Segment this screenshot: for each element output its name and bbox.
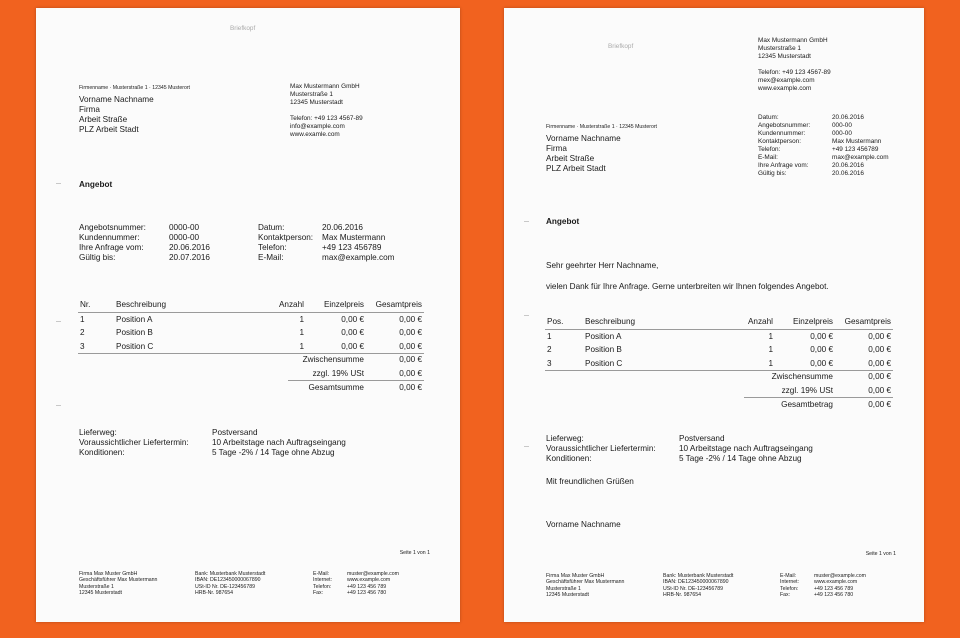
info-value: 000-00 <box>832 122 852 129</box>
footer-line: Firma Max Muster GmbH <box>546 573 605 579</box>
cell-unit-price: 0,00 € <box>306 340 366 354</box>
info-value: 20.06.2016 <box>832 114 864 121</box>
subtotal-row <box>744 370 893 384</box>
footer-line: HRB-Nr. 987654 <box>663 592 702 599</box>
sender-email: mex@example.com <box>758 77 815 84</box>
cell-unit-price: 0,00 € <box>810 345 833 354</box>
cell-nr: 2 <box>80 328 85 337</box>
sender-street: Musterstraße 1 <box>290 91 333 98</box>
cell-quantity: 1 <box>768 345 773 354</box>
total-label: zzgl. 19% USt <box>781 385 833 395</box>
info-value: max@example.com <box>322 253 395 262</box>
total-label: Gesamtbetrag <box>744 398 835 412</box>
recipient-line: Arbeit Straße <box>546 154 595 163</box>
recipient-address <box>546 134 621 174</box>
info-value: 20.06.2016 <box>832 170 864 177</box>
info-label: Angebotsnummer: <box>79 223 146 232</box>
fold-mark <box>524 221 529 222</box>
recipient-line: Vorname Nachname <box>546 134 621 143</box>
table-header-row <box>545 315 893 329</box>
cell-quantity: 1 <box>234 340 306 354</box>
document-subject: Angebot <box>79 180 113 189</box>
footer-line: Bank: Musterbank Musterstadt <box>663 573 734 579</box>
term-value: Postversand <box>679 434 725 443</box>
document-page-2 <box>504 8 924 622</box>
sender-address <box>758 37 831 93</box>
subtotal-row <box>288 353 424 367</box>
info-value: 0000-00 <box>169 233 200 242</box>
footer-line: Firma Max Muster GmbH <box>79 571 138 577</box>
cell-unit-price: 0,00 € <box>775 357 835 371</box>
items-table <box>78 298 424 354</box>
term-label: Konditionen: <box>546 454 592 463</box>
fold-mark <box>56 183 61 184</box>
cell-unit-price: 0,00 € <box>810 331 833 341</box>
footer-label: Telefon: <box>780 585 799 592</box>
info-label: Telefon: <box>758 146 781 153</box>
footer-line: Bank: Musterbank Musterstadt <box>195 571 266 577</box>
sender-email: info@example.com <box>290 123 345 130</box>
footer-label: E-Mail: <box>313 571 330 577</box>
footer-line: 12345 Musterstadt <box>546 592 589 599</box>
footer-bank <box>663 573 733 599</box>
footer-line: IBAN: DE123450000067890 <box>663 579 729 586</box>
cell-pos: 2 <box>547 345 552 354</box>
totals-table <box>744 370 893 412</box>
cell-total-price: 0,00 € <box>868 345 891 354</box>
footer-value: +49 123 456 789 <box>347 583 387 590</box>
cell-total-price: 0,00 € <box>399 328 422 337</box>
total-label: Zwischensumme <box>302 355 364 364</box>
vat-row <box>744 384 893 398</box>
cell-quantity: 1 <box>768 331 773 341</box>
sender-phone: Telefon: +49 123 4567-89 <box>290 115 363 122</box>
cell-description: Position B <box>116 328 153 337</box>
total-value: 0,00 € <box>835 398 893 412</box>
term-value: 5 Tage -2% / 14 Tage ohne Abzug <box>212 448 335 457</box>
totals-table <box>288 353 424 395</box>
sender-web: www.example.com <box>758 85 812 92</box>
term-label: Voraussichtlicher Liefertermin: <box>546 444 656 453</box>
cell-total-price: 0,00 € <box>835 357 893 371</box>
footer-label: E-Mail: <box>780 573 797 579</box>
info-label: Ihre Anfrage vom: <box>758 162 809 169</box>
recipient-line: Firma <box>546 144 567 153</box>
cell-description: Position A <box>116 314 153 324</box>
column-header: Gesamtpreis <box>366 298 424 312</box>
total-label: Gesamtsumme <box>288 381 366 395</box>
info-value: Max Mustermann <box>832 138 882 145</box>
info-value: Max Mustermann <box>322 233 386 242</box>
column-header: Anzahl <box>703 315 775 329</box>
fold-mark <box>524 446 529 447</box>
total-value: 0,00 € <box>399 368 422 378</box>
offer-info <box>758 114 889 178</box>
info-label: Kontaktperson: <box>758 138 801 145</box>
info-value: +49 123 456789 <box>832 146 879 153</box>
vat-row <box>288 367 424 381</box>
footer-bank <box>195 571 265 597</box>
recipient-line: PLZ Arbeit Stadt <box>546 164 606 173</box>
sender-city: 12345 Musterstadt <box>758 53 811 60</box>
signature-name: Vorname Nachname <box>546 520 621 529</box>
cell-total-price: 0,00 € <box>366 340 424 354</box>
footer-value: +49 123 456 789 <box>814 585 854 592</box>
footer-label: Fax: <box>780 592 791 599</box>
return-address: Firmenname · Musterstraße 1 · 12345 Musterort <box>546 124 657 130</box>
column-header: Einzelpreis <box>775 315 835 329</box>
footer-contact <box>313 571 399 597</box>
table-row <box>78 340 424 354</box>
document-page-1 <box>36 8 460 622</box>
cell-quantity: 1 <box>299 328 304 337</box>
cell-total-price: 0,00 € <box>868 331 891 341</box>
info-label: Kontaktperson: <box>258 233 314 242</box>
cell-unit-price: 0,00 € <box>341 314 364 324</box>
footer-value: www.example.com <box>814 579 858 586</box>
cell-description: Position B <box>585 345 622 354</box>
info-value: 20.06.2016 <box>322 223 363 232</box>
page-number: Seite 1 von 1 <box>399 550 430 556</box>
offer-info-right <box>258 223 394 263</box>
footer-label: Telefon: <box>313 583 332 590</box>
info-value: +49 123 456789 <box>322 243 382 252</box>
fold-mark <box>56 321 61 322</box>
table-row <box>545 329 893 343</box>
fold-mark <box>56 405 61 406</box>
footer-line: Geschäftsführer Max Mustermann <box>79 577 158 584</box>
cell-description: Position C <box>583 357 703 371</box>
table-row <box>545 343 893 357</box>
recipient-line: PLZ Arbeit Stadt <box>79 125 139 134</box>
sender-street: Musterstraße 1 <box>758 45 801 52</box>
table-row <box>78 326 424 340</box>
info-label: Datum: <box>258 223 285 232</box>
info-label: Ihre Anfrage vom: <box>79 243 144 252</box>
term-label: Lieferweg: <box>79 428 117 437</box>
total-label: zzgl. 19% USt <box>312 368 364 378</box>
term-value: Postversand <box>212 428 258 437</box>
footer-line: USt-ID Nr. DE-123456789 <box>195 583 255 590</box>
salutation: Sehr geehrter Herr Nachname, <box>546 261 659 270</box>
document-subject: Angebot <box>546 217 580 226</box>
sender-company: Max Mustermann GmbH <box>290 83 360 90</box>
footer-label: Internet: <box>313 577 333 584</box>
closing-text: Mit freundlichen Grüßen <box>546 477 634 486</box>
footer-line: IBAN: DE123450000067890 <box>195 577 261 584</box>
cell-pos: 3 <box>545 357 583 371</box>
cell-nr: 1 <box>80 314 85 324</box>
cell-description: Position A <box>585 331 622 341</box>
table-row <box>545 357 893 371</box>
column-header: Beschreibung <box>114 298 234 312</box>
info-value: 20.06.2016 <box>832 162 864 169</box>
recipient-line: Firma <box>79 105 100 114</box>
column-header: Beschreibung <box>583 315 703 329</box>
sender-city: 12345 Musterstadt <box>290 99 343 106</box>
cell-nr: 3 <box>78 340 114 354</box>
total-value: 0,00 € <box>868 372 891 381</box>
footer-company <box>79 571 157 597</box>
delivery-terms <box>79 428 346 458</box>
cell-total-price: 0,00 € <box>399 314 422 324</box>
footer-line: Musterstraße 1 <box>79 583 114 590</box>
column-header: Pos. <box>545 315 583 329</box>
total-value: 0,00 € <box>399 355 422 364</box>
info-label: Telefon: <box>258 243 287 252</box>
fold-mark <box>524 315 529 316</box>
column-header: Einzelpreis <box>306 298 366 312</box>
page-number: Seite 1 von 1 <box>865 551 896 557</box>
footer-value: www.example.com <box>347 577 391 584</box>
offer-info-left <box>79 223 210 263</box>
grand-total-row <box>744 398 893 412</box>
term-value: 5 Tage -2% / 14 Tage ohne Abzug <box>679 454 802 463</box>
info-label: Angebotsnummer: <box>758 122 811 129</box>
sender-company: Max Mustermann GmbH <box>758 37 828 44</box>
term-label: Voraussichtlicher Liefertermin: <box>79 438 189 447</box>
cell-quantity: 1 <box>703 357 775 371</box>
info-value: 20.07.2016 <box>169 253 210 262</box>
footer-company <box>546 573 624 599</box>
table-header-row <box>78 298 424 312</box>
column-header: Gesamtpreis <box>835 315 893 329</box>
recipient-address <box>79 95 154 135</box>
info-value: 20.06.2016 <box>169 243 210 252</box>
total-value: 0,00 € <box>366 381 424 395</box>
table-row <box>78 312 424 326</box>
term-value: 10 Arbeitstage nach Auftragseingang <box>212 438 346 447</box>
intro-text: vielen Dank für Ihre Anfrage. Gerne unterbreiten wir Ihnen folgendes Angebot. <box>546 282 829 291</box>
footer-line: USt-ID Nr. DE-123456789 <box>663 585 723 592</box>
footer-line: HRB-Nr. 987654 <box>195 590 234 597</box>
term-value: 10 Arbeitstage nach Auftragseingang <box>679 444 813 453</box>
footer-value: +49 123 456 780 <box>814 592 854 599</box>
info-label: Kundennummer: <box>758 130 806 137</box>
letterhead-placeholder: Briefkopf <box>230 25 256 32</box>
column-header: Anzahl <box>234 298 306 312</box>
footer-label: Internet: <box>780 579 800 586</box>
info-value: 000-00 <box>832 130 852 137</box>
footer-line: Geschäftsführer Max Mustermann <box>546 579 625 586</box>
footer-contact <box>780 573 866 599</box>
cell-pos: 1 <box>547 331 552 341</box>
items-table <box>545 315 893 371</box>
term-label: Konditionen: <box>79 448 125 457</box>
total-label: Zwischensumme <box>771 372 833 381</box>
grand-total-row <box>288 381 424 395</box>
letterhead-placeholder: Briefkopf <box>608 43 634 50</box>
return-address: Firmenname · Musterstraße 1 · 12345 Musterort <box>79 85 190 91</box>
sender-address <box>290 83 363 139</box>
sender-phone: Telefon: +49 123 4567-89 <box>758 69 831 76</box>
recipient-line: Arbeit Straße <box>79 115 128 124</box>
info-label: Gültig bis: <box>79 253 116 262</box>
sender-web: www.examle.com <box>290 131 340 138</box>
delivery-terms <box>546 434 813 464</box>
info-label: E-Mail: <box>758 154 778 161</box>
term-label: Lieferweg: <box>546 434 584 443</box>
total-value: 0,00 € <box>868 385 891 395</box>
cell-unit-price: 0,00 € <box>341 328 364 337</box>
column-header: Nr. <box>78 298 114 312</box>
cell-description: Position C <box>114 340 234 354</box>
info-value: max@example.com <box>832 154 889 161</box>
info-label: Kundennummer: <box>79 233 140 242</box>
info-label: E-Mail: <box>258 253 284 262</box>
info-label: Gültig bis: <box>758 170 787 177</box>
footer-line: 12345 Musterstadt <box>79 590 122 597</box>
footer-value: muster@example.com <box>347 571 399 577</box>
footer-line: Musterstraße 1 <box>546 585 581 592</box>
info-value: 0000-00 <box>169 223 200 232</box>
footer-value: muster@example.com <box>814 573 866 579</box>
cell-quantity: 1 <box>299 314 304 324</box>
footer-label: Fax: <box>313 590 324 597</box>
info-label: Datum: <box>758 114 779 121</box>
footer-value: +49 123 456 780 <box>347 590 387 597</box>
recipient-line: Vorname Nachname <box>79 95 154 104</box>
